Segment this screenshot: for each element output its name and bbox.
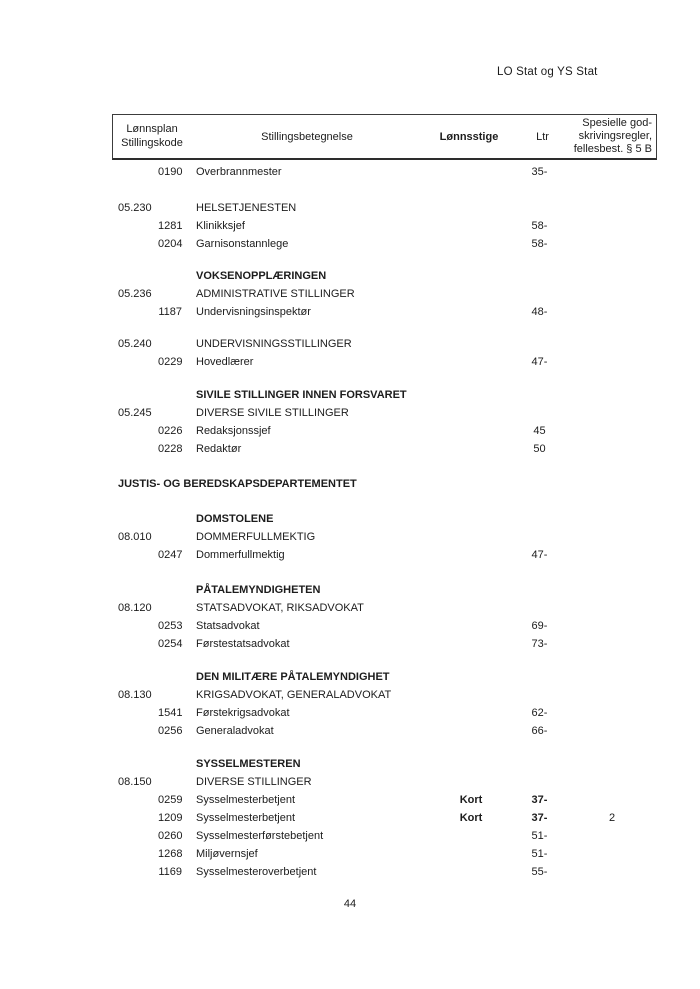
stillingsbetegnelse: Miljøvernsjef bbox=[196, 848, 258, 860]
ltr-value: 47- bbox=[531, 549, 548, 561]
stillingsbetegnelse: Generaladvokat bbox=[196, 725, 274, 737]
note-value bbox=[567, 773, 657, 791]
lonnsplan-code bbox=[112, 845, 158, 863]
lonnsstige-value: Kort bbox=[459, 794, 483, 806]
col-header-stillingsbetegnelse: Stillingsbetegnelse bbox=[261, 130, 353, 143]
table-row bbox=[112, 163, 657, 181]
lonnsplan-code: 08.120 bbox=[118, 602, 152, 614]
lonnsstige-value bbox=[430, 285, 512, 303]
lonnsplan-code bbox=[112, 635, 158, 653]
ltr-value: 51- bbox=[531, 830, 548, 842]
lonnsstige-value bbox=[430, 528, 512, 546]
col-header-spesielle-line3: fellesbest. § 5 B bbox=[573, 143, 652, 156]
lonnsstige-value bbox=[430, 617, 512, 635]
table-row bbox=[112, 235, 657, 253]
stillingskode: 0259 bbox=[158, 794, 183, 806]
ltr-value bbox=[512, 267, 567, 285]
lonnsstige-value bbox=[430, 235, 512, 253]
stillingsbetegnelse: Dommerfullmektig bbox=[196, 549, 285, 561]
section-heading: DEN MILITÆRE PÅTALEMYNDIGHET bbox=[196, 671, 390, 683]
lonnsstige-value bbox=[430, 546, 512, 564]
lonnsplan-code bbox=[112, 617, 158, 635]
stillingskode bbox=[158, 199, 186, 217]
lonnsstige-value bbox=[430, 581, 512, 599]
note-value bbox=[567, 422, 657, 440]
stillingsbetegnelse: Sysselmesterførstebetjent bbox=[196, 830, 324, 842]
col-header-spesielle-line2: skrivingsregler, bbox=[578, 129, 652, 142]
table-row bbox=[112, 303, 657, 321]
note-value bbox=[567, 335, 657, 353]
lonnsplan-code: 08.150 bbox=[118, 776, 152, 788]
lonnsstige-value bbox=[430, 217, 512, 235]
stillingskode bbox=[158, 755, 186, 773]
stillingskode: 1541 bbox=[158, 707, 183, 719]
table-row bbox=[112, 755, 657, 773]
note-value bbox=[567, 845, 657, 863]
stillingsbetegnelse: Statsadvokat bbox=[196, 620, 260, 632]
ltr-value bbox=[512, 668, 567, 686]
ltr-value: 48- bbox=[531, 306, 548, 318]
note-value bbox=[567, 510, 657, 528]
stillingskode: 0229 bbox=[158, 356, 183, 368]
stillingskode: 0226 bbox=[158, 425, 183, 437]
stillingsbetegnelse: Hovedlærer bbox=[196, 356, 254, 368]
ltr-value bbox=[512, 199, 567, 217]
lonnsplan-code bbox=[112, 386, 158, 404]
lonnsplan-code bbox=[112, 267, 158, 285]
note-value bbox=[567, 827, 657, 845]
lonnsplan-code bbox=[112, 217, 158, 235]
lonnsstige-value bbox=[430, 303, 512, 321]
note-value bbox=[567, 755, 657, 773]
lonnsstige-value bbox=[430, 335, 512, 353]
table-row bbox=[112, 422, 657, 440]
col-header-lonnsplan-line1: Lønnsplan bbox=[126, 123, 178, 135]
section-heading: DOMSTOLENE bbox=[196, 513, 274, 525]
lonnsplan-code bbox=[112, 163, 158, 181]
stillingskode: 0260 bbox=[158, 830, 183, 842]
table-row bbox=[112, 668, 657, 686]
table-row bbox=[112, 686, 657, 704]
col-header-lonnsplan-line2: Stillingskode bbox=[121, 136, 183, 149]
table-row bbox=[112, 863, 657, 881]
lonnsplan-code: 08.010 bbox=[118, 531, 152, 543]
ltr-value: 50 bbox=[533, 443, 546, 455]
lonnsplan-code bbox=[112, 791, 158, 809]
note-value bbox=[567, 722, 657, 740]
stillingskode bbox=[158, 510, 186, 528]
department-heading: JUSTIS- OG BEREDSKAPSDEPARTEMENTET bbox=[118, 478, 357, 490]
table-row bbox=[112, 635, 657, 653]
ltr-value: 55- bbox=[531, 866, 548, 878]
stillingsbetegnelse: DIVERSE SIVILE STILLINGER bbox=[196, 407, 349, 419]
col-header-ltr: Ltr bbox=[536, 130, 549, 143]
stillingskode: 0247 bbox=[158, 549, 183, 561]
lonnsstige-value bbox=[430, 267, 512, 285]
stillingsbetegnelse: DIVERSE STILLINGER bbox=[196, 776, 312, 788]
note-value bbox=[567, 704, 657, 722]
note-value bbox=[567, 635, 657, 653]
stillingskode: 0256 bbox=[158, 725, 183, 737]
table-row bbox=[112, 791, 657, 809]
note-value bbox=[567, 686, 657, 704]
note-value bbox=[567, 668, 657, 686]
lonnsstige-value bbox=[430, 686, 512, 704]
lonnsplan-code: 05.236 bbox=[118, 288, 152, 300]
table-row bbox=[112, 386, 657, 404]
stillingskode bbox=[158, 267, 186, 285]
stillingsbetegnelse: Sysselmesterbetjent bbox=[196, 812, 296, 824]
table-row bbox=[112, 617, 657, 635]
stillingsbetegnelse: Redaktør bbox=[196, 443, 242, 455]
table-row bbox=[112, 809, 657, 827]
ltr-value: 37- bbox=[531, 812, 548, 824]
table-row bbox=[112, 353, 657, 371]
ltr-value: 58- bbox=[531, 220, 548, 232]
lonnsplan-code bbox=[112, 546, 158, 564]
table-row bbox=[112, 475, 657, 493]
note-value bbox=[567, 404, 657, 422]
stillingskode: 0228 bbox=[158, 443, 183, 455]
table-row bbox=[112, 704, 657, 722]
ltr-value bbox=[512, 755, 567, 773]
lonnsplan-code bbox=[112, 755, 158, 773]
section-heading: SYSSELMESTEREN bbox=[196, 758, 301, 770]
table-body bbox=[112, 160, 657, 881]
stillingsbetegnelse: Sysselmesteroverbetjent bbox=[196, 866, 317, 878]
lonnsstige-value bbox=[430, 353, 512, 371]
note-value bbox=[567, 267, 657, 285]
table-row bbox=[112, 581, 657, 599]
stillingsbetegnelse: STATSADVOKAT, RIKSADVOKAT bbox=[196, 602, 364, 614]
lonnsplan-code bbox=[112, 303, 158, 321]
stillingskode bbox=[158, 686, 186, 704]
stillingsbetegnelse: Førstekrigsadvokat bbox=[196, 707, 290, 719]
stillingskode bbox=[158, 599, 186, 617]
lonnsplan-code: 05.240 bbox=[118, 338, 152, 350]
note-value: 2 bbox=[608, 812, 616, 824]
col-header-lonnsstige: Lønnsstige bbox=[439, 130, 499, 143]
section-heading: SIVILE STILLINGER INNEN FORSVARET bbox=[196, 389, 407, 401]
lonnsplan-code bbox=[112, 809, 158, 827]
stillingskode bbox=[158, 404, 186, 422]
stillingskode: 1209 bbox=[158, 812, 183, 824]
stillingskode: 1268 bbox=[158, 848, 183, 860]
stillingsbetegnelse: Klinikksjef bbox=[196, 220, 245, 232]
lonnsstige-value bbox=[430, 845, 512, 863]
stillingskode: 1281 bbox=[158, 220, 183, 232]
note-value bbox=[567, 303, 657, 321]
section-heading: PÅTALEMYNDIGHETEN bbox=[196, 584, 321, 596]
table-row bbox=[112, 199, 657, 217]
ltr-value bbox=[512, 581, 567, 599]
ltr-value bbox=[512, 404, 567, 422]
lonnsstige-value bbox=[430, 773, 512, 791]
stillingskode: 0254 bbox=[158, 638, 183, 650]
table-row bbox=[112, 335, 657, 353]
stillingsbetegnelse: Overbrannmester bbox=[196, 166, 282, 178]
table-row bbox=[112, 285, 657, 303]
note-value bbox=[567, 386, 657, 404]
lonnsplan-code bbox=[112, 863, 158, 881]
lonnsstige-value bbox=[430, 386, 512, 404]
stillingsbetegnelse: Redaksjonssjef bbox=[196, 425, 271, 437]
lonnsplan-code: 05.245 bbox=[118, 407, 152, 419]
lonnsstige-value bbox=[430, 199, 512, 217]
lonnsstige-value bbox=[430, 404, 512, 422]
table-row bbox=[112, 528, 657, 546]
stillingskode bbox=[158, 581, 186, 599]
stillingskode: 0253 bbox=[158, 620, 183, 632]
ltr-value bbox=[512, 599, 567, 617]
lonnsstige-value bbox=[430, 863, 512, 881]
note-value bbox=[567, 285, 657, 303]
lonnsstige-value bbox=[430, 755, 512, 773]
table-row bbox=[112, 722, 657, 740]
note-value bbox=[567, 353, 657, 371]
stillingsbetegnelse: KRIGSADVOKAT, GENERALADVOKAT bbox=[196, 689, 392, 701]
lonnsplan-code bbox=[112, 440, 158, 458]
note-value bbox=[567, 528, 657, 546]
table-row bbox=[112, 267, 657, 285]
lonnsplan-code bbox=[112, 704, 158, 722]
lonnsstige-value bbox=[430, 510, 512, 528]
stillingskode: 0190 bbox=[158, 166, 183, 178]
note-value bbox=[567, 163, 657, 181]
lonnsplan-code bbox=[112, 422, 158, 440]
table-row bbox=[112, 546, 657, 564]
table-row bbox=[112, 404, 657, 422]
stillingsbetegnelse: Førstestatsadvokat bbox=[196, 638, 290, 650]
lonnsplan-code: 05.230 bbox=[118, 202, 152, 214]
stillingsbetegnelse: HELSETJENESTEN bbox=[196, 202, 297, 214]
stillingskode bbox=[158, 668, 186, 686]
note-value bbox=[567, 440, 657, 458]
note-value bbox=[567, 599, 657, 617]
note-value bbox=[567, 791, 657, 809]
table-row bbox=[112, 440, 657, 458]
note-value bbox=[567, 235, 657, 253]
ltr-value: 47- bbox=[531, 356, 548, 368]
stillingsbetegnelse: DOMMERFULLMEKTIG bbox=[196, 531, 316, 543]
stillingsbetegnelse: Undervisningsinspektør bbox=[196, 306, 311, 318]
note-value bbox=[567, 217, 657, 235]
lonnsstige-value bbox=[430, 668, 512, 686]
note-value bbox=[567, 863, 657, 881]
ltr-value: 69- bbox=[531, 620, 548, 632]
stillingsbetegnelse: ADMINISTRATIVE STILLINGER bbox=[196, 288, 355, 300]
ltr-value bbox=[512, 528, 567, 546]
lonnsstige-value bbox=[430, 704, 512, 722]
lonnsstige-value bbox=[430, 422, 512, 440]
stillingskode bbox=[158, 773, 186, 791]
stillingskode bbox=[158, 528, 186, 546]
lonnsstige-value bbox=[430, 599, 512, 617]
lonnsstige-value bbox=[430, 722, 512, 740]
ltr-value bbox=[512, 335, 567, 353]
ltr-value bbox=[512, 386, 567, 404]
stillingsbetegnelse: UNDERVISNINGSSTILLINGER bbox=[196, 338, 352, 350]
stillingsbetegnelse: Sysselmesterbetjent bbox=[196, 794, 296, 806]
ltr-value: 35- bbox=[531, 166, 548, 178]
note-value bbox=[567, 581, 657, 599]
table-row bbox=[112, 827, 657, 845]
ltr-value bbox=[512, 686, 567, 704]
lonnsstige-value bbox=[430, 440, 512, 458]
lonnsstige-value bbox=[430, 827, 512, 845]
table-row bbox=[112, 217, 657, 235]
lonnsplan-code bbox=[112, 353, 158, 371]
lonnsstige-value: Kort bbox=[459, 812, 483, 824]
ltr-value: 45 bbox=[533, 425, 546, 437]
col-header-lonnsplan-stillingskode bbox=[113, 123, 191, 150]
stillingskode: 1169 bbox=[158, 866, 182, 878]
col-header-spesielle-godskrivingsregler bbox=[570, 117, 656, 157]
stillingsbetegnelse: Garnisonstannlege bbox=[196, 238, 289, 250]
ltr-value: 66- bbox=[531, 725, 548, 737]
stillingskode bbox=[158, 386, 186, 404]
lonnsstige-value bbox=[430, 635, 512, 653]
ltr-value: 62- bbox=[531, 707, 548, 719]
table-header bbox=[112, 114, 657, 160]
ltr-value: 51- bbox=[531, 848, 548, 860]
table-row bbox=[112, 599, 657, 617]
table-row bbox=[112, 510, 657, 528]
note-value bbox=[567, 546, 657, 564]
lonnsplan-code bbox=[112, 510, 158, 528]
page-number: 44 bbox=[343, 898, 357, 910]
lonnsstige-value bbox=[430, 163, 512, 181]
table-row bbox=[112, 773, 657, 791]
ltr-value: 58- bbox=[531, 238, 548, 250]
lonnsplan-code bbox=[112, 581, 158, 599]
lonnsplan-code bbox=[112, 235, 158, 253]
ltr-value bbox=[512, 510, 567, 528]
col-header-spesielle-line1: Spesielle god- bbox=[582, 116, 652, 129]
ltr-value bbox=[512, 773, 567, 791]
table-row bbox=[112, 845, 657, 863]
ltr-value bbox=[512, 285, 567, 303]
lonnsplan-code bbox=[112, 827, 158, 845]
stillingskode: 1187 bbox=[158, 306, 182, 318]
note-value bbox=[567, 617, 657, 635]
lonnsplan-code: 08.130 bbox=[118, 689, 152, 701]
running-header: LO Stat og YS Stat bbox=[497, 66, 598, 78]
note-value bbox=[567, 199, 657, 217]
stillingskode bbox=[158, 335, 186, 353]
ltr-value: 37- bbox=[531, 794, 548, 806]
stillingskode bbox=[158, 285, 186, 303]
section-heading: VOKSENOPPLÆRINGEN bbox=[196, 270, 327, 282]
ltr-value: 73- bbox=[531, 638, 548, 650]
lonnsplan-code bbox=[112, 668, 158, 686]
lonnsplan-code bbox=[112, 722, 158, 740]
stillingskode: 0204 bbox=[158, 238, 183, 250]
